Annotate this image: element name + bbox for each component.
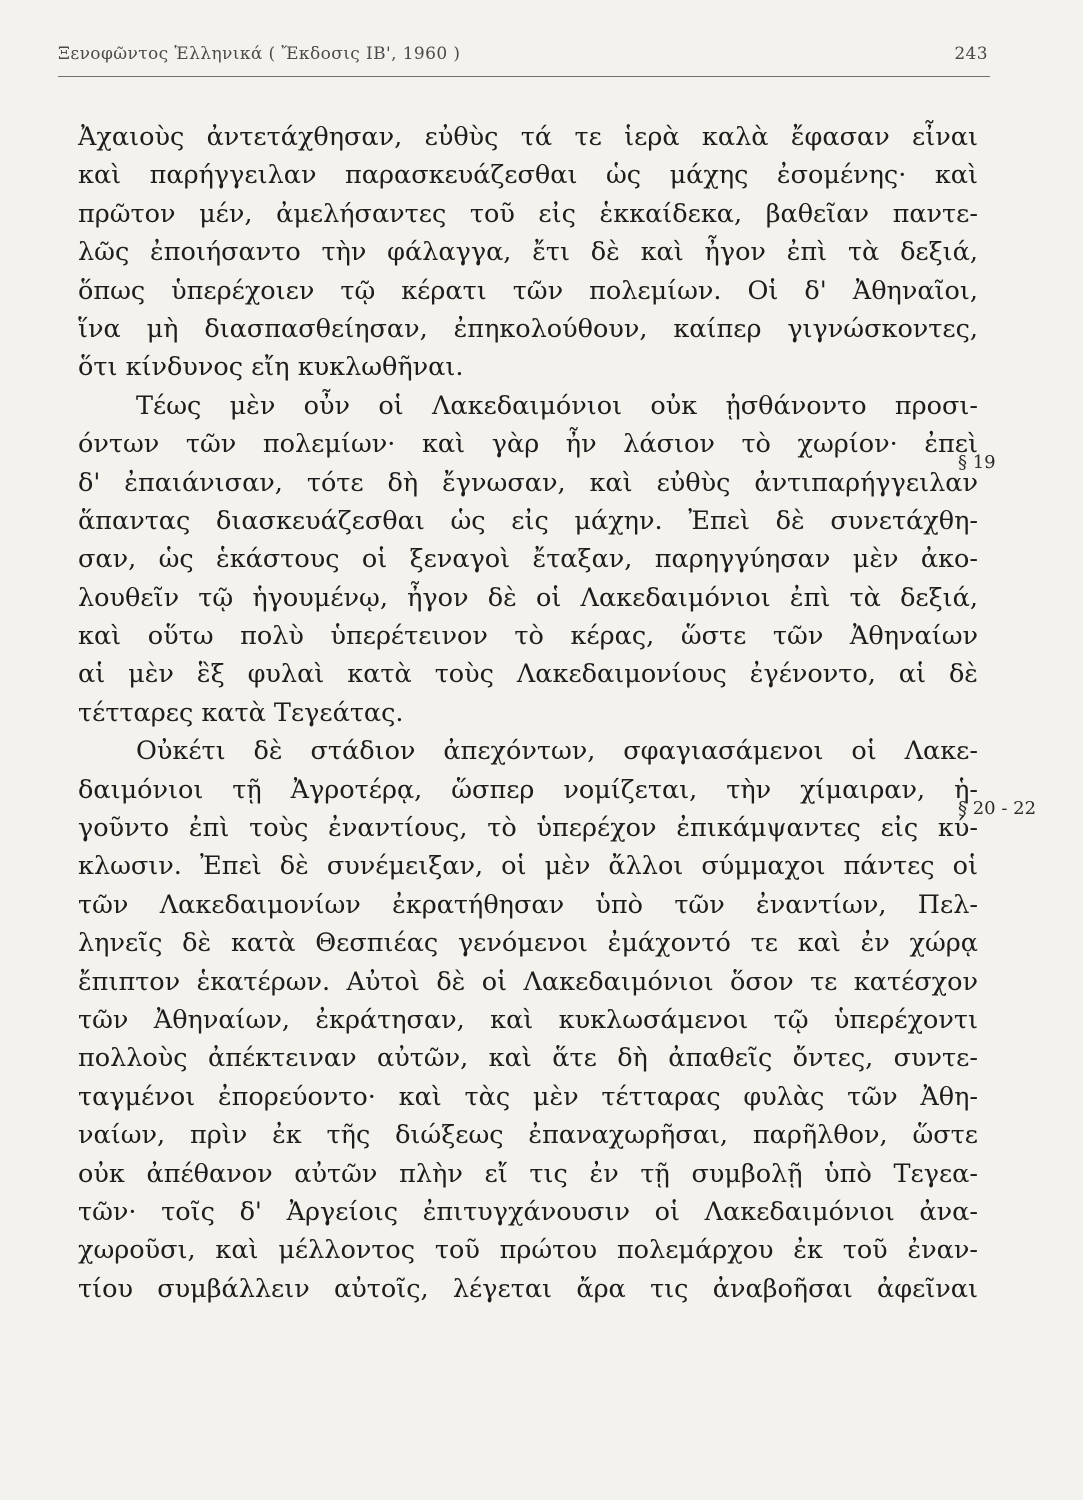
text-line: Ἀχαιοὺς ἀντετάχθησαν, εὐθὺς τά τε ἱερὰ καλὰ ἔφασαν εἶναι [78,122,978,152]
text-line: κλωσιν. Ἐπεὶ δὲ συνέμειξαν, οἱ μὲν ἄλλοι σύμμαχοι πάντες οἱ [78,851,978,882]
text-line: ἔπιπτον ἑκατέρων. Αὐτοὶ δὲ οἱ Λακεδαιμόνιοι ὅσον τε κατέσχον [78,966,978,997]
running-head [58,44,988,74]
text-line: καὶ οὕτω πολὺ ὑπερέτεινον τὸ κέρας, ὥστε τῶν Ἀθηναίων [78,621,978,652]
paragraph [78,387,978,733]
text-line: ταγμένοι ἐπορεύοντο· καὶ τὰς μὲν τέτταρας φυλὰς τῶν Ἀθη- [78,1081,978,1112]
paragraph [78,732,978,1308]
text-line: ἵνα μὴ διασπασθείησαν, ἐπηκολούθουν, καίπερ γιγνώσκοντες, [78,313,978,344]
text-line: ληνεῖς δὲ κατὰ Θεσπιέας γενόμενοι ἐμάχοντό τε καὶ ἐν χώρᾳ [78,928,978,959]
text-line: πολλοὺς ἀπέκτειναν αὐτῶν, καὶ ἅτε δὴ ἀπαθεῖς ὄντες, συντε- [78,1043,978,1074]
text-line: τῶν Λακεδαιμονίων ἐκρατήθησαν ὑπὸ τῶν ἐναντίων, Πελ- [78,889,978,920]
section-marker-19: § 19 [958,452,996,473]
text-line: ναίων, πρὶν ἐκ τῆς διώξεως ἐπαναχωρῆσαι, παρῆλθον, ὥστε [78,1120,978,1151]
text-line: πρῶτον μέν, ἀμελήσαντες τοῦ εἰς ἑκκαίδεκα, βαθεῖαν παντε- [78,198,978,229]
header-rule [58,76,990,77]
text-line: τῶν Ἀθηναίων, ἐκράτησαν, καὶ κυκλωσάμενοι τῷ ὑπερέχοντι [78,1004,978,1035]
page-number: 243 [954,44,988,64]
text-line: αἱ μὲν ἓξ φυλαὶ κατὰ τοὺς Λακεδαιμονίους ἐγένοντο, αἱ δὲ [78,659,978,690]
text-line: λουθεῖν τῷ ἡγουμένῳ, ἦγον δὲ οἱ Λακεδαιμόνιοι ἐπὶ τὰ δεξιά, [78,582,978,613]
text-line: χωροῦσι, καὶ μέλλοντος τοῦ πρώτου πολεμάρχου ἐκ τοῦ ἐναν- [78,1235,978,1266]
text-line: δ' ἐπαιάνισαν, τότε δὴ ἔγνωσαν, καὶ εὐθὺς ἀντιπαρήγγειλαν [78,467,978,498]
body-text [78,118,978,1308]
paragraph [78,118,978,387]
text-line: τέτταρες κατὰ Τεγεάτας. [78,697,404,728]
text-line: λῶς ἐποιήσαντο τὴν φάλαγγα, ἔτι δὲ καὶ ἦγον ἐπὶ τὰ δεξιά, [78,237,978,268]
text-line: Οὐκέτι δὲ στάδιον ἀπεχόντων, σφαγιασάμενοι οἱ Λακε- [136,736,978,767]
running-head-title: Ξενοφῶντος Ἑλληνικά ( Ἔκδοσις ΙΒ', 1960 ) [58,44,461,64]
text-line: γοῦντο ἐπὶ τοὺς ἐναντίους, τὸ ὑπερέχον ἐπικάμψαντες εἰς κύ- [78,813,978,844]
text-line: όντων τῶν πολεμίων· καὶ γὰρ ἦν λάσιον τὸ χωρίον· ἐπεὶ [78,429,978,460]
text-line: σαν, ὡς ἑκάστους οἱ ξεναγοὶ ἔταξαν, παρηγγύησαν μὲν ἀκο- [78,544,978,575]
text-line: ὅπως ὑπερέχοιεν τῷ κέρατι τῶν πολεμίων. Οἱ δ' Ἀθηναῖοι, [78,275,978,306]
section-marker-20-22: § 20 - 22 [958,798,1037,819]
text-line: τίου συμβάλλειν αὐτοῖς, λέγεται ἄρα τις ἀναβοῆσαι ἀφεῖναι [78,1273,978,1304]
text-line: Τέως μὲν οὖν οἱ Λακεδαιμόνιοι οὐκ ᾐσθάνοντο προσι- [136,390,978,421]
text-line: καὶ παρήγγειλαν παρασκευάζεσθαι ὡς μάχης ἐσομένης· καὶ [78,160,978,191]
text-line: δαιμόνιοι τῇ Ἀγροτέρᾳ, ὥσπερ νομίζεται, τὴν χίμαιραν, ἡ- [78,774,978,805]
text-line: οὐκ ἀπέθανον αὐτῶν πλὴν εἴ τις ἐν τῇ συμβολῇ ὑπὸ Τεγεα- [78,1158,978,1189]
text-line: τῶν· τοῖς δ' Ἀργείοις ἐπιτυγχάνουσιν οἱ Λακεδαιμόνιοι ἀνα- [78,1196,978,1227]
text-line: ὅτι κίνδυνος εἴη κυκλωθῆναι. [78,352,464,383]
text-line: ἅπαντας διασκευάζεσθαι ὡς εἰς μάχην. Ἐπεὶ δὲ συνετάχθη- [78,505,978,536]
